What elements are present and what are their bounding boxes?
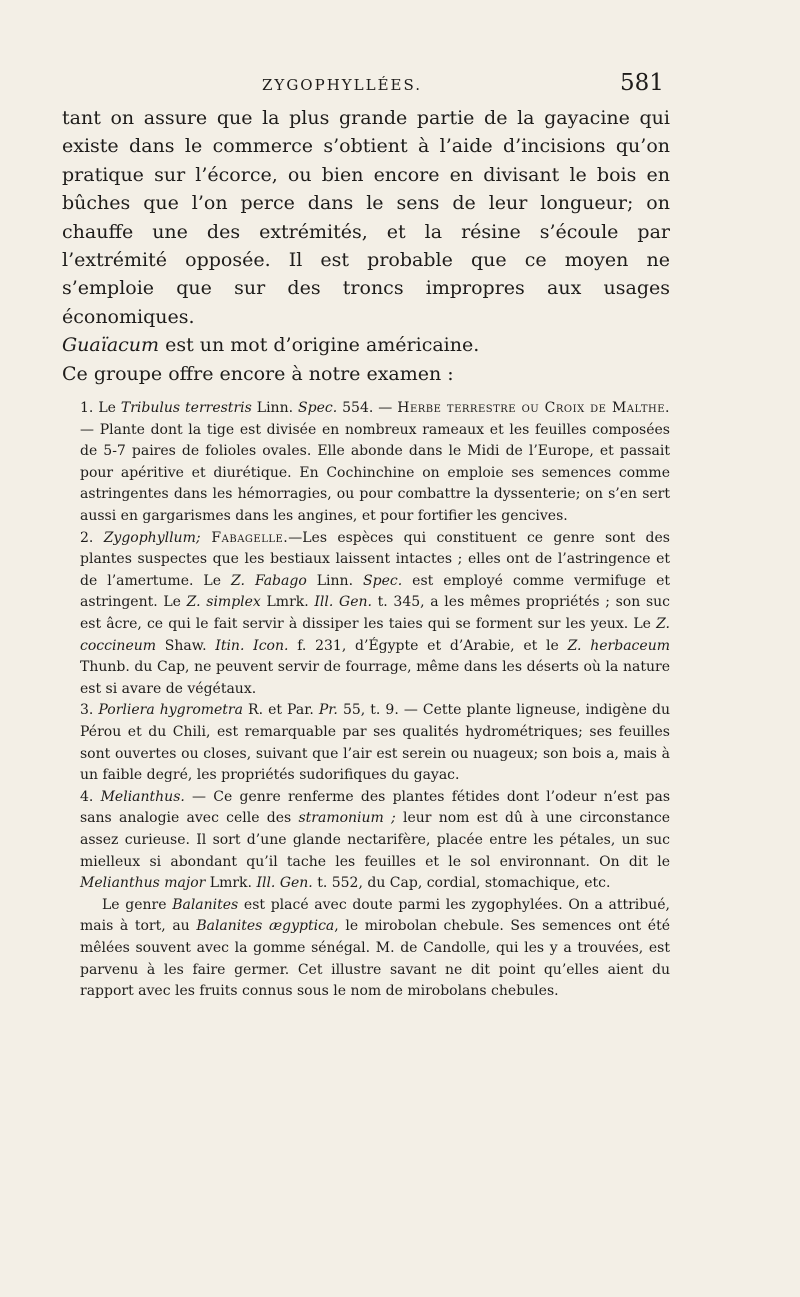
intro-text: tant on assure que la plus grande partie de la gayacine qui existe dans le commerce s’obtient à l’aide d’incisions qu’on pratique sur l’écorce, ou bien encore en divisant le bois en bûches que l’on perce dans le sens de leur longueur; on chauffe une des extrémités, et la résine s’écoule par l’extrémité opposée. Il est probable que ce moyen ne s’emploie que sur des troncs impropres aux usages économiques.	[62, 107, 670, 328]
common-name: Herbe terrestre ou Croix de Malthe.	[397, 400, 670, 417]
species-name: Porliera hygrometra	[98, 702, 243, 719]
reference-abbr: Spec.	[363, 572, 403, 589]
guaiacum-term: Guaïacum	[62, 334, 160, 357]
reference-abbr: Pr.	[318, 702, 338, 719]
genus-name: Melianthus.	[100, 788, 185, 805]
item-number: 3.	[80, 702, 99, 719]
item-text: f. 231, d’Égypte et d’Arabie, et le	[288, 637, 568, 654]
item-text: Lmrk.	[260, 594, 315, 611]
item-number: 1.	[80, 400, 99, 417]
genus-name: Balanites	[172, 896, 239, 913]
list-item	[62, 398, 670, 528]
species-name: Balanites ægyptica	[196, 918, 335, 935]
page-number: 581	[620, 70, 664, 96]
paragraph-text: est placé avec doute parmi les zygophylées. On a attribué, mais à tort, au	[80, 896, 670, 935]
group-intro-text: Ce groupe offre encore à notre examen :	[62, 362, 454, 385]
reference-abbr: Ill. Gen.	[314, 594, 372, 611]
species-list	[62, 398, 670, 1003]
item-number: 2.	[80, 529, 104, 546]
item-text: t. 552, du Cap, cordial, stomachique, etc.	[312, 875, 611, 892]
reference-abbr: Ill. Gen.	[256, 875, 313, 892]
item-text: Le	[98, 400, 121, 417]
item-text: Thunb. du Cap, ne peuvent servir de fourrage, même dans les déserts où la nature est si avare de végétaux.	[80, 659, 670, 697]
item-text: Linn.	[251, 400, 299, 417]
species-name: Z. herbaceum	[567, 637, 670, 654]
species-name: stramonium ;	[298, 810, 396, 827]
page-header	[0, 70, 800, 104]
item-text: 554. —	[337, 400, 398, 417]
item-text: t. 345, a les mêmes propriétés ; son suc est âcre, ce qui le fait servir à dissiper les taies qui se forment sur les yeux. Le	[80, 594, 670, 632]
species-name: Tribulus terrestris	[120, 400, 252, 417]
genus-name: Zygophyllum;	[103, 529, 201, 546]
list-item	[62, 528, 670, 701]
species-name: Melianthus major	[80, 875, 206, 892]
reference-abbr: Itin. Icon.	[215, 637, 289, 654]
etymology-text: est un mot d’origine américaine.	[159, 334, 480, 357]
item-text: —Les espèces qui constituent ce genre sont des plantes suspectes que les bestiaux laissent intactes ; elles ont de l’astringence et de l’amertume. Le	[80, 529, 670, 589]
item-text: Lmrk.	[205, 875, 257, 892]
reference-abbr: Spec.	[298, 400, 338, 417]
intro-paragraph	[62, 104, 670, 331]
item-text: est employé comme vermifuge et astringent. Le	[80, 572, 670, 611]
species-name: Z. simplex	[186, 594, 261, 611]
paragraph-text: , le mirobolan chebule. Ses semences ont été mêlées souvent avec la gomme sénégal. M. de Candolle, qui les y a trouvées, est parvenu à les faire germer. Cet illustre savant ne dit point qu’elles aient du rapport avec les fruits connus sous le nom de mirobolans chebules.	[80, 918, 670, 1000]
species-name: Z. Fabago	[231, 572, 307, 589]
list-item	[62, 787, 670, 895]
item-text: 55, t. 9. — Cette plante ligneuse, indigène du Pérou et du Chili, est remarquable par ses qualités hydrométriques; ses feuilles sont ouvertes ou closes, suivant que l’air est serein ou nuageux; son bois a, mais à un faible degré, les propriétés sudorifiques du gayac.	[80, 702, 670, 784]
page-body	[62, 104, 670, 1003]
running-head: ZYGOPHYLLÉES.	[262, 76, 423, 94]
etymology-paragraph	[62, 331, 670, 359]
item-text: — Ce genre renferme des plantes fétides dont l’odeur n’est pas sans analogie avec celle des	[80, 788, 671, 827]
list-item	[62, 700, 670, 786]
paragraph-text: Le genre	[102, 896, 173, 913]
item-text: R. et Par.	[242, 702, 319, 719]
item-text: — Plante dont la tige est divisée en nombreux rameaux et les feuilles composées de 5-7 paires de folioles ovales. Elle abonde dans le Midi de l’Europe, et passait pour apéritive et diurétique. En Cochinchine on emploie ses semences comme astringentes dans les hémorragies, ou pour combattre la dyssenterie; on s’en sert aussi en gargarismes dans les angines, et pour fortifier les gencives.	[80, 421, 670, 525]
item-text: Shaw.	[156, 637, 216, 654]
item-text: leur nom est dû à une circonstance assez curieuse. Il sort d’une glande nectarifère, placée entre les pétales, un suc mielleux si abondant qu’il tache les feuilles et le sol environnant. On dit le	[80, 810, 670, 870]
item-text: Linn.	[306, 572, 364, 589]
item-number: 4.	[80, 788, 101, 805]
species-name: Z. coccineum	[80, 616, 670, 654]
common-name: Fabagelle.	[200, 529, 289, 546]
balanites-paragraph	[62, 895, 670, 1003]
group-intro	[62, 360, 670, 388]
